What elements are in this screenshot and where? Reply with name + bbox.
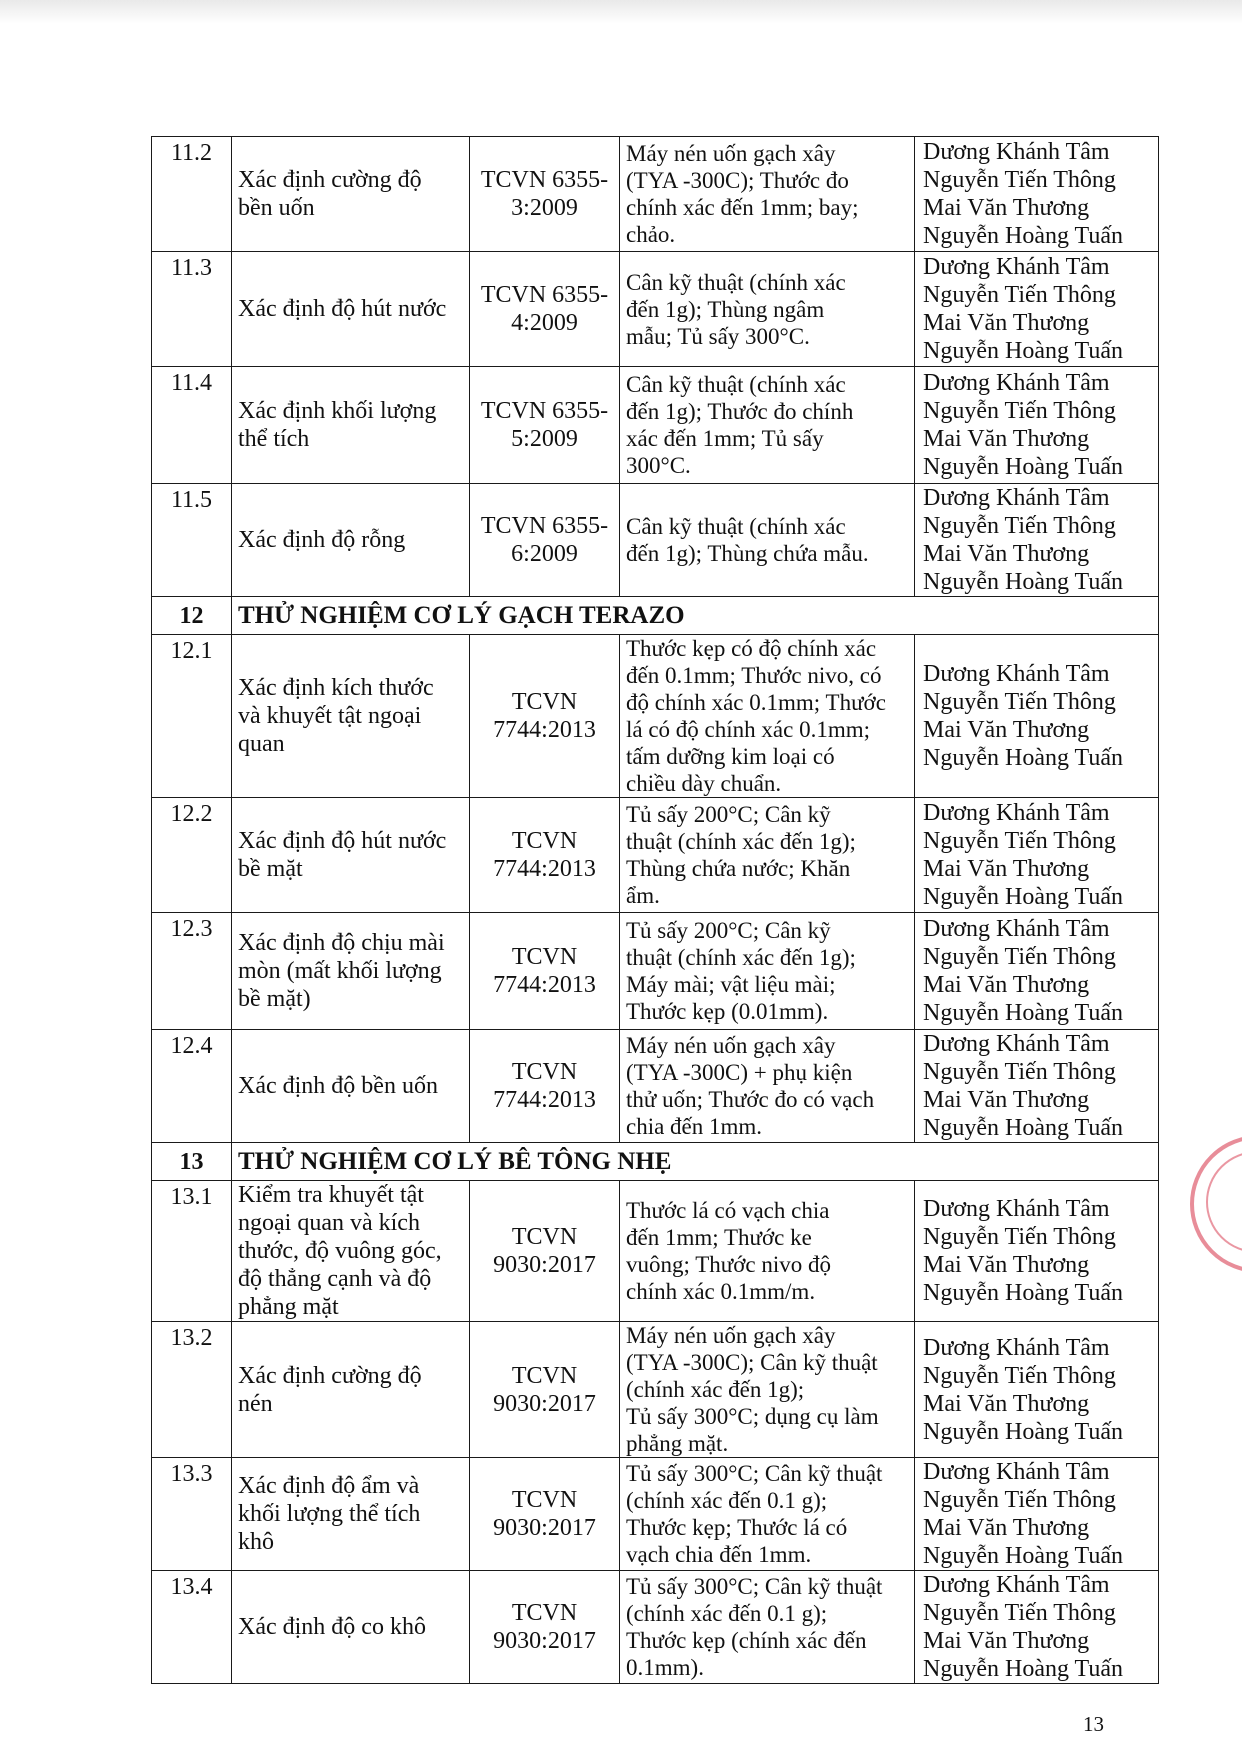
table-row	[152, 635, 1159, 798]
staff-line: Nguyễn Tiến Thông	[923, 398, 1116, 424]
test-line: Xác định độ ẩm và	[238, 1473, 420, 1499]
test-methods-table	[151, 136, 1159, 1684]
table-row	[152, 367, 1159, 484]
staff-cell	[915, 913, 1159, 1030]
equipment-line: 0.1mm).	[626, 1655, 704, 1680]
equipment-line: (TYA -300C); Thước đo	[626, 168, 849, 193]
standard-cell	[470, 1458, 620, 1571]
standard-line: 3:2009	[511, 195, 578, 221]
red-seal-inner-ring	[1206, 1151, 1242, 1253]
staff-line: Dương Khánh Tâm	[923, 1459, 1110, 1485]
staff-line: Dương Khánh Tâm	[923, 370, 1110, 396]
table-row	[152, 484, 1159, 597]
staff-line: Dương Khánh Tâm	[923, 800, 1110, 826]
equipment-line: Thước kẹp có độ chính xác	[626, 636, 877, 661]
equipment-line: Thước lá có vạch chia	[626, 1198, 830, 1223]
standard-cell	[470, 252, 620, 367]
standard-line: 9030:2017	[493, 1252, 596, 1278]
standard-line: TCVN 6355-	[480, 167, 609, 193]
staff-line: Mai Văn Thương	[923, 1390, 1090, 1417]
equipment-line: chính xác đến 1mm; bay;	[626, 195, 859, 220]
equipment-line: Thước kẹp (0.01mm).	[626, 999, 829, 1024]
standard-line: TCVN	[511, 944, 578, 970]
equipment-line: chảo.	[626, 222, 676, 247]
test-line: Xác định độ hút nước	[238, 296, 447, 322]
standard-cell	[470, 913, 620, 1030]
equipment-cell	[620, 367, 915, 484]
standard-line: TCVN	[511, 828, 578, 854]
table-row	[152, 1458, 1159, 1571]
staff-line: Nguyễn Hoàng Tuấn	[923, 1543, 1124, 1569]
standard-line: TCVN	[511, 1362, 578, 1389]
standard-line: 9030:2017	[493, 1628, 596, 1654]
staff-line: Mai Văn Thương	[923, 1252, 1090, 1278]
equipment-line: vuông; Thước nivo độ	[626, 1252, 832, 1277]
equipment-line: thuật (chính xác đến 1g);	[626, 829, 856, 854]
standard-cell	[470, 1030, 620, 1143]
test-line: phẳng mặt	[238, 1294, 339, 1320]
section-row	[152, 597, 1159, 635]
standard-cell	[470, 484, 620, 597]
staff-line: Dương Khánh Tâm	[923, 254, 1110, 280]
staff-line: Mai Văn Thương	[923, 195, 1090, 221]
test-line: Xác định kích thước	[238, 675, 434, 701]
staff-line: Mai Văn Thương	[923, 310, 1090, 336]
equipment-cell	[620, 1458, 915, 1571]
item-number: 11.5	[152, 484, 232, 597]
test-line: Xác định độ hút nước	[238, 828, 447, 854]
staff-line: Mai Văn Thương	[923, 856, 1090, 882]
item-number: 13.4	[152, 1571, 232, 1684]
equipment-line: đến 1g); Thước đo chính	[626, 399, 854, 424]
equipment-line: Máy mài; vật liệu mài;	[626, 972, 836, 997]
page-number: 13	[1083, 1712, 1104, 1736]
equipment-line: đến 0.1mm; Thước nivo, có	[626, 663, 882, 688]
item-number: 11.2	[152, 137, 232, 252]
equipment-cell	[620, 1322, 915, 1458]
section-number: 13	[152, 1143, 232, 1181]
section-title: THỬ NGHIỆM CƠ LÝ GẠCH TERAZO	[232, 597, 1159, 635]
standard-line: 9030:2017	[493, 1515, 596, 1541]
equipment-line: tấm dưỡng kim loại có	[626, 744, 835, 769]
test-name-cell	[232, 1181, 470, 1322]
standard-line: 5:2009	[511, 426, 578, 452]
standard-line: 4:2009	[511, 310, 578, 336]
staff-line: Nguyễn Tiến Thông	[923, 167, 1116, 193]
staff-cell	[915, 1571, 1159, 1684]
test-line: thước, độ vuông góc,	[238, 1238, 442, 1264]
staff-line: Nguyễn Hoàng Tuấn	[923, 1115, 1124, 1141]
table-row	[152, 137, 1159, 252]
equipment-line: (TYA -300C) + phụ kiện	[626, 1060, 853, 1085]
staff-line: Nguyễn Tiến Thông	[923, 1362, 1116, 1389]
staff-line: Dương Khánh Tâm	[923, 661, 1110, 687]
staff-line: Nguyễn Tiến Thông	[923, 513, 1116, 539]
standard-line: 7744:2013	[493, 856, 596, 882]
staff-line: Nguyễn Hoàng Tuấn	[923, 1656, 1124, 1682]
staff-cell	[915, 1458, 1159, 1571]
equipment-line: chia đến 1mm.	[626, 1114, 763, 1139]
equipment-line: đến 1g); Thùng chứa mẫu.	[626, 541, 869, 566]
equipment-line: Cân kỹ thuật (chính xác	[626, 372, 846, 397]
staff-line: Dương Khánh Tâm	[923, 1196, 1110, 1222]
equipment-line: Cân kỹ thuật (chính xác	[626, 269, 846, 295]
test-name-cell	[232, 1322, 470, 1458]
staff-line: Nguyễn Tiến Thông	[923, 1600, 1116, 1626]
table-body	[152, 137, 1159, 1684]
staff-line: Dương Khánh Tâm	[923, 1334, 1110, 1361]
staff-cell	[915, 1322, 1159, 1458]
test-line: Xác định cường độ	[238, 1362, 422, 1389]
equipment-cell	[620, 137, 915, 252]
standard-cell	[470, 635, 620, 798]
item-number: 12.1	[152, 635, 232, 798]
standard-cell	[470, 1181, 620, 1322]
section-row	[152, 1143, 1159, 1181]
equipment-line: Cân kỹ thuật (chính xác	[626, 514, 846, 539]
test-name-cell	[232, 1458, 470, 1571]
test-line: nén	[238, 1390, 273, 1417]
equipment-line: 300°C.	[626, 453, 691, 478]
test-line: Kiểm tra khuyết tật	[238, 1182, 424, 1208]
test-name-cell	[232, 1571, 470, 1684]
staff-cell	[915, 1030, 1159, 1143]
staff-cell	[915, 1181, 1159, 1322]
standard-line: TCVN	[511, 1600, 578, 1626]
equipment-line: Thùng chứa nước; Khăn	[626, 856, 851, 881]
item-number: 11.3	[152, 252, 232, 367]
test-line: thể tích	[238, 426, 310, 452]
standard-line: TCVN	[511, 1487, 578, 1513]
staff-cell	[915, 798, 1159, 913]
staff-line: Mai Văn Thương	[923, 1087, 1090, 1113]
staff-line: Mai Văn Thương	[923, 1515, 1090, 1541]
staff-cell	[915, 484, 1159, 597]
equipment-line: Tủ sấy 200°C; Cân kỹ	[626, 918, 831, 943]
equipment-line: lá có độ chính xác 0.1mm;	[626, 717, 870, 742]
standard-cell	[470, 137, 620, 252]
staff-cell	[915, 367, 1159, 484]
equipment-line: đến 1mm; Thước ke	[626, 1225, 812, 1250]
staff-line: Nguyễn Hoàng Tuấn	[923, 1000, 1124, 1026]
test-line: độ thẳng cạnh và độ	[238, 1266, 432, 1292]
test-line: và khuyết tật ngoại	[238, 703, 422, 729]
equipment-cell	[620, 252, 915, 367]
staff-line: Nguyễn Tiến Thông	[923, 828, 1116, 854]
staff-line: Mai Văn Thương	[923, 1628, 1090, 1654]
staff-line: Nguyễn Hoàng Tuấn	[923, 1280, 1124, 1306]
staff-line: Mai Văn Thương	[923, 972, 1090, 998]
equipment-line: (TYA -300C); Cân kỹ thuật	[626, 1350, 878, 1375]
equipment-cell	[620, 1571, 915, 1684]
test-name-cell	[232, 913, 470, 1030]
equipment-line: chiều dày chuẩn.	[626, 771, 782, 796]
test-line: Xác định độ chịu mài	[238, 930, 445, 956]
equipment-line: ẩm.	[626, 883, 660, 908]
staff-line: Nguyễn Hoàng Tuấn	[923, 745, 1124, 771]
test-name-cell	[232, 635, 470, 798]
test-line: khô	[238, 1529, 274, 1555]
test-line: Xác định độ bền uốn	[238, 1073, 438, 1099]
staff-line: Nguyễn Tiến Thông	[923, 1059, 1116, 1085]
test-line: Xác định cường độ	[238, 167, 422, 193]
equipment-line: thuật (chính xác đến 1g);	[626, 945, 856, 970]
item-number: 13.1	[152, 1181, 232, 1322]
test-line: bền uốn	[238, 195, 315, 221]
staff-cell	[915, 635, 1159, 798]
staff-line: Nguyễn Tiến Thông	[923, 282, 1116, 308]
test-line: Xác định độ co khô	[238, 1614, 426, 1640]
equipment-line: Máy nén uốn gạch xây	[626, 1033, 836, 1058]
equipment-line: Tủ sấy 300°C; dụng cụ làm	[626, 1404, 879, 1429]
equipment-line: (chính xác đến 1g);	[626, 1377, 805, 1402]
test-name-cell	[232, 367, 470, 484]
test-line: mòn (mất khối lượng	[238, 958, 442, 984]
standard-line: 7744:2013	[493, 972, 596, 998]
equipment-line: Máy nén uốn gạch xây	[626, 1323, 836, 1348]
standard-line: 6:2009	[511, 541, 578, 567]
staff-cell	[915, 137, 1159, 252]
table-row	[152, 1181, 1159, 1322]
standard-cell	[470, 1571, 620, 1684]
staff-line: Mai Văn Thương	[923, 541, 1090, 567]
equipment-line: đến 1g); Thùng ngâm	[626, 296, 825, 322]
standard-line: 9030:2017	[493, 1390, 596, 1417]
standard-line: 7744:2013	[493, 1087, 596, 1113]
test-name-cell	[232, 252, 470, 367]
red-seal-stamp	[1190, 1135, 1242, 1273]
equipment-cell	[620, 798, 915, 913]
equipment-line: (chính xác đến 0.1 g);	[626, 1488, 828, 1513]
equipment-cell	[620, 1181, 915, 1322]
equipment-line: Máy nén uốn gạch xây	[626, 141, 836, 166]
equipment-cell	[620, 635, 915, 798]
test-line: Xác định độ rỗng	[238, 527, 406, 553]
equipment-cell	[620, 484, 915, 597]
test-name-cell	[232, 798, 470, 913]
equipment-line: Thước kẹp (chính xác đến	[626, 1628, 867, 1653]
scan-top-edge	[0, 0, 1242, 24]
staff-cell	[915, 252, 1159, 367]
table-row	[152, 252, 1159, 367]
staff-line: Dương Khánh Tâm	[923, 485, 1110, 511]
staff-line: Nguyễn Hoàng Tuấn	[923, 454, 1124, 480]
equipment-cell	[620, 1030, 915, 1143]
section-title: THỬ NGHIỆM CƠ LÝ BÊ TÔNG NHẸ	[232, 1143, 1159, 1181]
staff-line: Nguyễn Hoàng Tuấn	[923, 223, 1124, 249]
equipment-line: vạch chia đến 1mm.	[626, 1542, 812, 1567]
staff-line: Nguyễn Tiến Thông	[923, 1224, 1116, 1250]
item-number: 13.3	[152, 1458, 232, 1571]
equipment-line: phẳng mặt.	[626, 1431, 729, 1456]
item-number: 13.2	[152, 1322, 232, 1458]
test-line: Xác định khối lượng	[238, 398, 437, 424]
staff-line: Dương Khánh Tâm	[923, 916, 1110, 942]
standard-line: TCVN	[511, 689, 578, 715]
equipment-cell	[620, 913, 915, 1030]
staff-line: Nguyễn Tiến Thông	[923, 944, 1116, 970]
table-row	[152, 1030, 1159, 1143]
standard-line: 7744:2013	[493, 717, 596, 743]
standard-cell	[470, 367, 620, 484]
test-line: ngoại quan và kích	[238, 1210, 420, 1236]
standard-line: TCVN 6355-	[480, 513, 609, 539]
staff-line: Dương Khánh Tâm	[923, 139, 1110, 165]
table-row	[152, 1322, 1159, 1458]
standard-cell	[470, 1322, 620, 1458]
staff-line: Dương Khánh Tâm	[923, 1031, 1110, 1057]
staff-line: Nguyễn Tiến Thông	[923, 689, 1116, 715]
staff-line: Nguyễn Hoàng Tuấn	[923, 884, 1124, 910]
test-name-cell	[232, 137, 470, 252]
staff-line: Nguyễn Hoàng Tuấn	[923, 1418, 1124, 1445]
equipment-line: chính xác 0.1mm/m.	[626, 1279, 816, 1304]
staff-line: Nguyễn Hoàng Tuấn	[923, 569, 1124, 595]
standard-line: TCVN	[511, 1224, 578, 1250]
standard-line: TCVN	[511, 1059, 578, 1085]
equipment-line: độ chính xác 0.1mm; Thước	[626, 690, 886, 715]
staff-line: Mai Văn Thương	[923, 426, 1090, 452]
equipment-line: Thước kẹp; Thước lá có	[626, 1515, 848, 1540]
test-line: bề mặt	[238, 856, 303, 882]
equipment-line: Tủ sấy 200°C; Cân kỹ	[626, 802, 831, 827]
equipment-line: (chính xác đến 0.1 g);	[626, 1601, 828, 1626]
equipment-line: xác đến 1mm; Tủ sấy	[626, 426, 824, 451]
item-number: 11.4	[152, 367, 232, 484]
test-line: quan	[238, 731, 285, 757]
standard-cell	[470, 798, 620, 913]
test-line: khối lượng thể tích	[238, 1501, 421, 1527]
section-number: 12	[152, 597, 232, 635]
staff-line: Nguyễn Tiến Thông	[923, 1487, 1116, 1513]
staff-line: Mai Văn Thương	[923, 717, 1090, 743]
standard-line: TCVN 6355-	[480, 282, 609, 308]
staff-line: Nguyễn Hoàng Tuấn	[923, 338, 1124, 364]
test-line: bề mặt)	[238, 986, 311, 1012]
test-name-cell	[232, 484, 470, 597]
table-row	[152, 1571, 1159, 1684]
test-name-cell	[232, 1030, 470, 1143]
equipment-line: thử uốn; Thước đo có vạch	[626, 1087, 875, 1112]
equipment-line: mẫu; Tủ sấy 300°C.	[626, 323, 810, 349]
equipment-line: Tủ sấy 300°C; Cân kỹ thuật	[626, 1461, 883, 1486]
item-number: 12.2	[152, 798, 232, 913]
item-number: 12.3	[152, 913, 232, 1030]
item-number: 12.4	[152, 1030, 232, 1143]
table-row	[152, 798, 1159, 913]
standard-line: TCVN 6355-	[480, 398, 609, 424]
equipment-line: Tủ sấy 300°C; Cân kỹ thuật	[626, 1574, 883, 1599]
table-row	[152, 913, 1159, 1030]
staff-line: Dương Khánh Tâm	[923, 1572, 1110, 1598]
